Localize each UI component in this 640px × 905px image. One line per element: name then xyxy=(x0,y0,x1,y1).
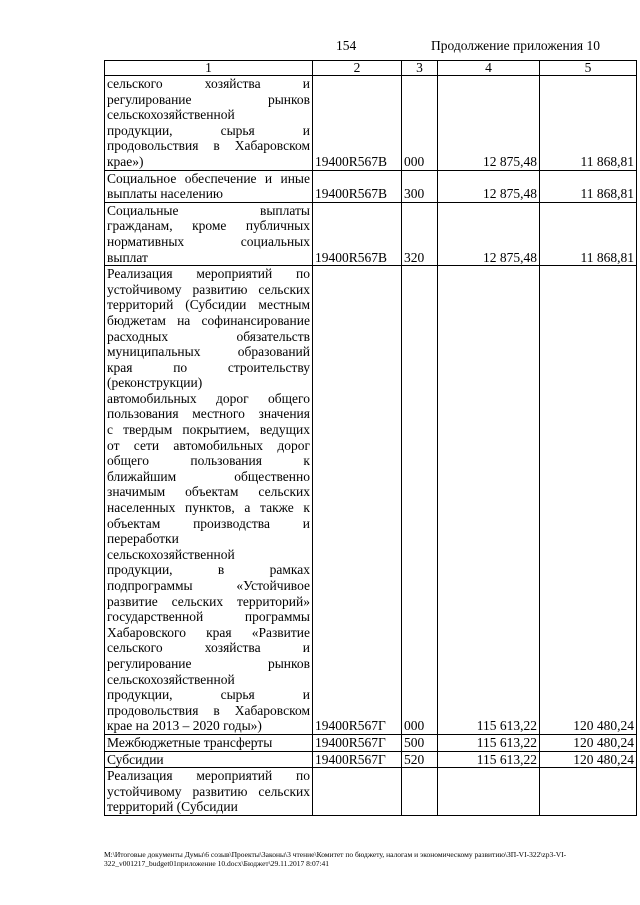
row-name-cell xyxy=(105,76,313,171)
table-row xyxy=(105,768,637,816)
column-number-1: 1 xyxy=(105,61,313,76)
column-number-5: 5 xyxy=(540,61,637,76)
row-type-cell: 000 xyxy=(402,266,438,735)
row-type-cell: 300 xyxy=(402,170,438,202)
row-name-line: сельского хозяйства и xyxy=(107,640,310,656)
footer-path-line: 322_v001217_budget01приложение 10.docx\Бюджет\29.11.2017 8:07:41 xyxy=(104,859,330,868)
row-name-line: значимым объектам сельских xyxy=(107,484,310,500)
row-sum-1-cell: 115 613,22 xyxy=(438,751,540,768)
row-type-cell: 520 xyxy=(402,751,438,768)
row-name-line: выплаты населению xyxy=(107,186,224,202)
row-name-line: устойчивому развитию сельских xyxy=(107,783,310,799)
column-number-2: 2 xyxy=(313,61,402,76)
row-type-cell: 000 xyxy=(402,76,438,171)
row-type-cell: 320 xyxy=(402,202,438,265)
row-sum-2-cell: 11 868,81 xyxy=(540,202,637,265)
row-name-line: с твердым покрытием, ведущих xyxy=(107,422,310,438)
row-name-cell xyxy=(105,734,313,751)
row-code-cell: 19400R567Г xyxy=(313,751,402,768)
row-name-line: территорий (Субсидии местным xyxy=(107,297,310,313)
row-name-line: автомобильных дорог общего xyxy=(107,390,310,406)
row-name-line: продукции, сырья и xyxy=(107,122,310,138)
row-code-cell: 19400R567Г xyxy=(313,734,402,751)
row-name-line: сельского хозяйства и xyxy=(107,76,310,91)
row-name-line: расходных обязательств xyxy=(107,328,310,344)
row-name-line: бюджетам на софинансирование xyxy=(107,312,310,328)
row-name-line: объектам производства и xyxy=(107,515,310,531)
row-name-line: регулирование рынков xyxy=(107,91,310,107)
row-name-line: выплат xyxy=(107,249,148,265)
row-name-line: от сети автомобильных дорог xyxy=(107,437,310,453)
row-sum-1-cell: 115 613,22 xyxy=(438,266,540,735)
row-name-line: государственной программы xyxy=(107,609,310,625)
footer-path-line: М:\Итоговые документы Думы\6 созыв\Проекты\Законы\3 чтение\Комитет по бюджету, налогам и экономическому развитию\ЗП-VI-322\zp3-VI- xyxy=(104,850,567,859)
row-name-line: подпрограммы «Устойчивое xyxy=(107,578,310,593)
page-header xyxy=(0,38,640,58)
column-number-3: 3 xyxy=(402,61,438,76)
row-sum-1-cell: 12 875,48 xyxy=(438,170,540,202)
row-name-line: сельскохозяйственной xyxy=(107,546,235,562)
row-name-line: крае на 2013 – 2020 годы») xyxy=(107,718,262,734)
row-name-line: переработки xyxy=(107,531,179,547)
document-path-footer xyxy=(104,850,616,868)
row-name-line: Социальные выплаты xyxy=(107,202,310,218)
row-sum-1-cell xyxy=(438,768,540,816)
row-name-line: нормативных социальных xyxy=(107,233,310,249)
row-name-line: (реконструкции) xyxy=(107,375,203,391)
row-sum-1-cell: 115 613,22 xyxy=(438,734,540,751)
row-code-cell: 19400R567Г xyxy=(313,266,402,735)
row-sum-2-cell: 11 868,81 xyxy=(540,76,637,171)
row-name-line: Хабаровского края «Развитие xyxy=(107,624,310,640)
row-name-line: сельскохозяйственной xyxy=(107,107,235,123)
row-type-cell: 500 xyxy=(402,734,438,751)
row-name-line: крае») xyxy=(107,153,144,169)
row-name-line: ближайшим общественно xyxy=(107,468,310,484)
table-row xyxy=(105,76,637,171)
row-sum-1-cell: 12 875,48 xyxy=(438,202,540,265)
row-sum-2-cell xyxy=(540,768,637,816)
row-name-line: продовольствия в Хабаровском xyxy=(107,702,310,718)
row-name-cell xyxy=(105,266,313,735)
table-row xyxy=(105,170,637,202)
table-row xyxy=(105,266,637,735)
page-number: 154 xyxy=(336,38,357,53)
row-code-cell: 19400R567В xyxy=(313,76,402,171)
row-sum-2-cell: 120 480,24 xyxy=(540,751,637,768)
row-name-line: устойчивому развитию сельских xyxy=(107,281,310,297)
appendix-title: Продолжение приложения 10 xyxy=(431,38,601,53)
row-name-cell xyxy=(105,751,313,768)
row-name-line: пользования местного значения xyxy=(107,406,310,422)
row-name-line: общего пользования к xyxy=(107,453,310,469)
row-name-line: населенных пунктов, а также к xyxy=(107,500,310,516)
row-sum-2-cell: 11 868,81 xyxy=(540,170,637,202)
row-name-line: гражданам, кроме публичных xyxy=(107,218,310,234)
row-name-line: продовольствия в Хабаровском xyxy=(107,138,310,154)
row-code-cell: 19400R567В xyxy=(313,170,402,202)
row-name-cell xyxy=(105,768,313,816)
row-name-cell xyxy=(105,170,313,202)
row-name-line: регулирование рынков xyxy=(107,655,310,671)
row-name-line: продукции, сырья и xyxy=(107,687,310,703)
row-code-cell: 19400R567В xyxy=(313,202,402,265)
table-row xyxy=(105,751,637,768)
row-name-line: Субсидии xyxy=(107,751,164,767)
column-number-4: 4 xyxy=(438,61,540,76)
row-name-line: развитие сельских территорий» xyxy=(107,593,310,609)
row-sum-1-cell: 12 875,48 xyxy=(438,76,540,171)
row-name-cell xyxy=(105,202,313,265)
row-name-line: края по строительству xyxy=(107,359,310,375)
row-name-line: продукции, в рамках xyxy=(107,562,310,578)
table-row xyxy=(105,202,637,265)
row-name-line: муниципальных образований xyxy=(107,344,310,360)
row-code-cell xyxy=(313,768,402,816)
row-name-line: Реализация мероприятий по xyxy=(107,266,310,282)
row-name-line: Реализация мероприятий по xyxy=(107,768,310,784)
row-name-line: сельскохозяйственной xyxy=(107,671,235,687)
row-sum-2-cell: 120 480,24 xyxy=(540,734,637,751)
table-row xyxy=(105,734,637,751)
row-name-line: Межбюджетные трансферты xyxy=(107,734,273,750)
column-number-row xyxy=(105,61,637,76)
row-name-line: территорий (Субсидии xyxy=(107,799,238,815)
budget-table xyxy=(104,60,637,816)
row-sum-2-cell: 120 480,24 xyxy=(540,266,637,735)
row-name-line: Социальное обеспечение и иные xyxy=(107,170,310,186)
row-type-cell xyxy=(402,768,438,816)
